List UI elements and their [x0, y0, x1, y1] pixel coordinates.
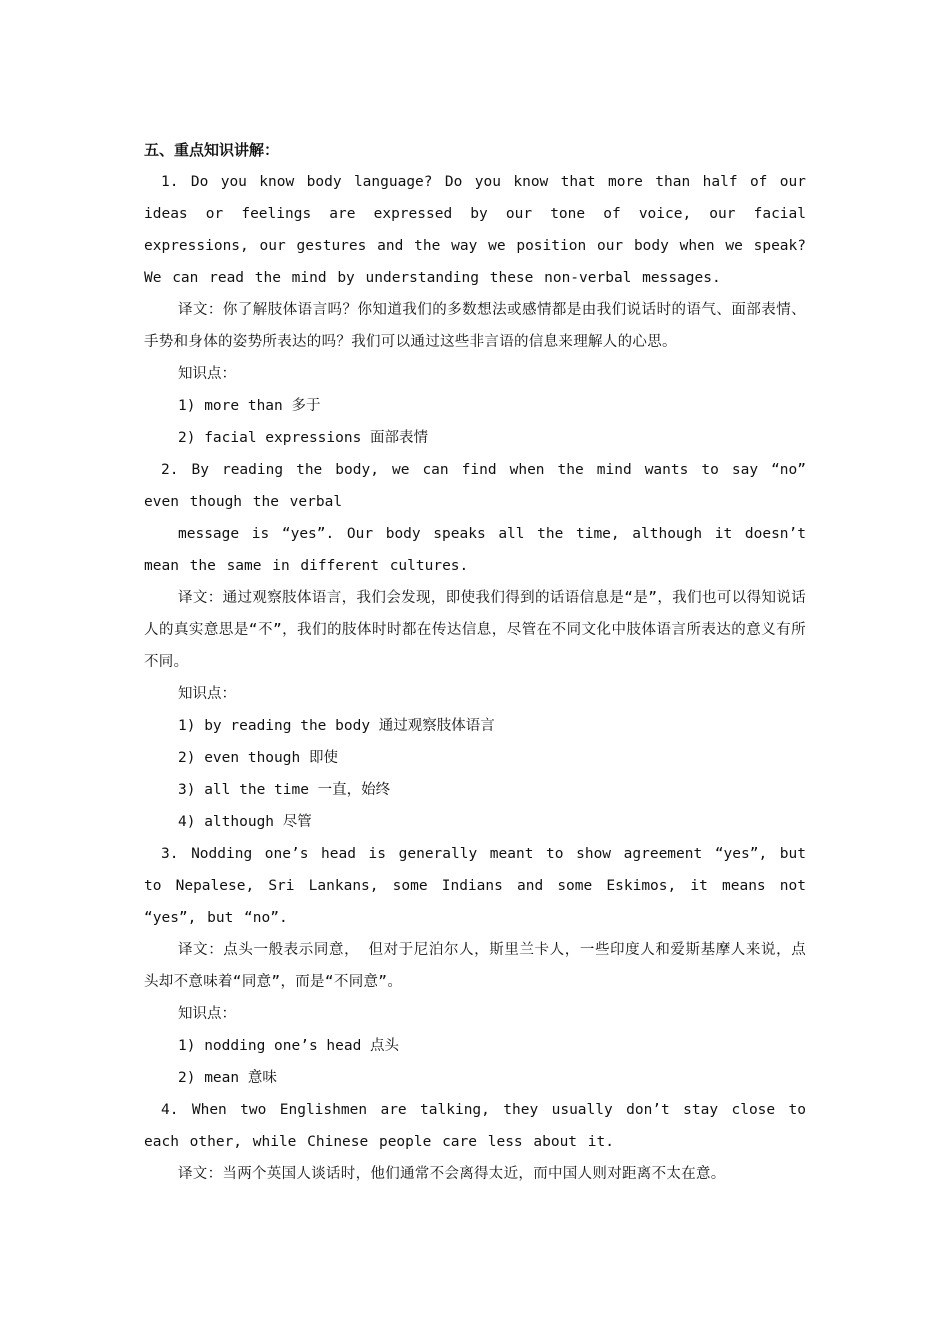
sentence-3-translation: 译文：点头一般表示同意， 但对于尼泊尔人，斯里兰卡人，一些印度人和爱斯基摩人来说，点头却不意味着“同意”，而是“不同意”。 [144, 942, 806, 990]
sentence-3-english: 3. Nodding one’s head is generally meant to show agreement “yes”, but to Nepalese, Sri Lankans, some Indians and some Eskimos, it means not “yes”, but “no”. [144, 846, 806, 926]
sentence-2-english: 2. By reading the body, we can find when the mind wants to say “no” even though the verbal [144, 462, 806, 510]
knowledge-points-label: 知识点： [178, 686, 236, 702]
knowledge-point: 4) although 尽管 [178, 814, 312, 830]
knowledge-point: 2) even though 即使 [178, 750, 338, 766]
sentence-4-translation: 译文：当两个英国人谈话时，他们通常不会离得太近，而中国人则对距离不太在意。 [178, 1166, 726, 1182]
document-body [144, 134, 806, 1190]
knowledge-point: 1) nodding one’s head 点头 [178, 1038, 400, 1054]
knowledge-points-label: 知识点： [178, 366, 236, 382]
sentence-2-translation: 译文：通过观察肢体语言，我们会发现，即使我们得到的话语信息是“是”，我们也可以得知说话人的真实意思是“不”，我们的肢体时时都在传达信息，尽管在不同文化中肢体语言所表达的意义有所不同。 [144, 590, 806, 670]
knowledge-point: 2) facial expressions 面部表情 [178, 430, 429, 446]
sentence-2-english-continued: message is “yes”. Our body speaks all the time, although it doesn’t mean the same in different cultures. [144, 526, 806, 574]
knowledge-point: 1) more than 多于 [178, 398, 321, 414]
sentence-1-english: 1. Do you know body language? Do you know that more than half of our ideas or feelings are expressed by our tone of voice, our facial expressions, our gestures and the way we position our body when we speak? We can read the mind by understanding these non-verbal messages. [144, 174, 806, 286]
knowledge-points-label: 知识点： [178, 1006, 236, 1022]
sentence-1-translation: 译文：你了解肢体语言吗？你知道我们的多数想法或感情都是由我们说话时的语气、面部表情、手势和身体的姿势所表达的吗？我们可以通过这些非言语的信息来理解人的心思。 [144, 302, 806, 350]
sentence-4-english: 4. When two Englishmen are talking, they usually don’t stay close to each other, while Chinese people care less about it. [144, 1102, 806, 1150]
knowledge-point: 2) mean 意味 [178, 1070, 277, 1086]
knowledge-point: 3) all the time 一直，始终 [178, 782, 391, 798]
section-heading: 五、重点知识讲解： [144, 141, 280, 159]
knowledge-point: 1) by reading the body 通过观察肢体语言 [178, 718, 495, 734]
